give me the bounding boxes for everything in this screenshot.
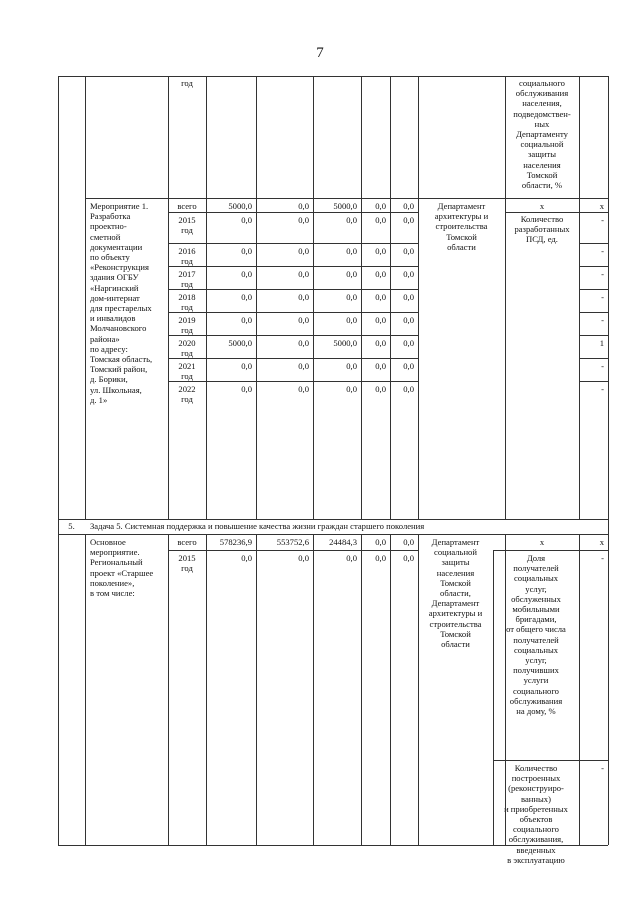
task-title: Задача 5. Системная поддержка и повышение качества жизни граждан старшего поколения [90,521,425,531]
column-line [168,76,169,519]
target-value: - [601,361,604,371]
period-label: год [181,225,193,236]
indicator-text-line: обслуживания [515,88,569,99]
value-cell-ob: 0,0 [346,292,357,302]
value-cell-total: 0,0 [241,292,252,302]
activity-name-line: Томская область, [90,354,153,364]
activity-name-line: по объекту [90,252,130,262]
executor-line: строительства [429,618,482,629]
activity-name-line: сметной [90,231,121,242]
indicator-line [493,760,608,761]
table-left-border [58,76,59,845]
executor-line: защиты [441,557,470,568]
activity-name-line: «Реконструкция [90,262,149,273]
row-line [168,289,418,290]
column-line [505,534,506,845]
indicator-2-line: Количество [514,763,558,773]
activity-name-line: «Наргинский [90,282,139,293]
indicator-header-line [505,212,579,213]
period-label: 2017 [178,269,196,279]
indicator-1-value: - [601,553,604,563]
value-cell-total: 0,0 [241,361,252,371]
period-label: 2020 [178,338,196,348]
activity-name-line: по адресу: [90,343,128,354]
row-line [168,358,418,359]
target-value: - [601,215,604,225]
indicator-2-line: социального [513,824,559,835]
row-line [579,243,608,244]
target-value: x [599,201,604,211]
activity-name-line: проект «Старшее [90,567,154,578]
indicator-1-line: Доля [526,553,546,563]
column-line [206,76,207,519]
executor-line: населения [436,567,475,578]
value-cell-total: 0,0 [241,215,252,225]
row-line [168,266,418,267]
period-label: год [181,371,193,382]
indicator-2-line: и приобретенных [504,803,568,814]
value-cell-mb: 0,0 [375,553,386,563]
activity-name-line: мероприятие. [90,547,140,558]
value-cell-vb: 0,0 [403,292,414,302]
column-line [361,76,362,519]
executor-line: Томской [440,628,471,639]
activity-name-line: дом-интернат [90,292,140,303]
value-cell-ob: 0,0 [346,215,357,225]
value-cell-ob: 0,0 [346,246,357,256]
indicator-text-line: Томской [526,169,558,180]
period-label: 2016 [178,246,196,256]
indicator-1-line: социального [513,685,559,696]
executor-line: Департамент [431,598,480,609]
executor-line: социальной [434,547,477,558]
value-cell-ob: 24484,3 [329,537,357,547]
period-label: 2019 [178,315,196,325]
value-cell-mb: 0,0 [375,361,386,371]
value-cell-fb: 553752,6 [276,537,309,547]
indicator-1-line: бригадами, [515,614,557,625]
value-cell-total: 0,0 [241,384,252,394]
column-line [579,534,580,845]
indicator-1-line: от общего числа [506,624,566,635]
column-line [505,76,506,519]
indicator-1-line: на дому, % [516,706,556,716]
value-cell-vb: 0,0 [403,246,414,256]
indicator-2-line: ванных) [521,793,551,804]
value-cell-fb: 0,0 [298,338,309,348]
period-label: 2022 [178,384,196,394]
value-cell-mb: 0,0 [375,269,386,279]
row-line [168,550,418,551]
column-line [256,76,257,519]
indicator-text-line: населения, [522,98,562,109]
indicator-1-line: обслуживания [509,695,563,706]
period-label: всего [177,537,197,547]
value-cell-total: 578236,9 [219,537,252,547]
period-label: год [181,394,193,405]
value-cell-mb: 0,0 [375,384,386,394]
row-line [579,212,608,213]
indicator-1-line: получивших [513,665,559,676]
period-label: 2021 [178,361,196,371]
activity-name-line: в том числе: [90,588,135,598]
indicator-1-line: социальных [513,644,559,655]
row-line [168,243,418,244]
indicator-1-line: социальных [513,573,559,584]
value-cell-total: 5000,0 [228,338,252,348]
task-row-divider [58,534,608,535]
activity-name-line: Региональный [90,557,143,568]
indicator-value: x [539,537,545,547]
value-cell-vb: 0,0 [403,361,414,371]
activity-name-line: документации [90,241,143,252]
table-right-border [608,76,609,845]
executor-line: Департамент [437,201,486,211]
activity-name-line: Разработка [90,211,131,222]
period-label: год [181,325,193,336]
executor-line: архитектуры и [428,608,483,619]
indicator-name-line: Количество [520,214,564,224]
value-cell-total: 5000,0 [228,201,252,211]
activity-name-line: и инвалидов [90,313,136,324]
row-line [579,266,608,267]
value-cell-ob: 0,0 [346,361,357,371]
indicator-text-line: населения [523,159,561,170]
value-cell-vb: 0,0 [403,537,414,547]
column-line [313,76,314,519]
period-label: 2015 [178,553,196,563]
value-cell-total: 0,0 [241,553,252,563]
indicator-2-line: в эксплуатацию [507,854,565,865]
value-cell-fb: 0,0 [298,553,309,563]
target-value: - [601,246,604,256]
indicator-2-value: - [601,763,604,773]
task-number: 5. [68,521,75,531]
value-cell-ob: 0,0 [346,315,357,325]
value-cell-vb: 0,0 [403,215,414,225]
activity-name-line: д. Борики, [90,374,128,385]
value-cell-fb: 0,0 [298,361,309,371]
activity-name-line: Мероприятие 1. [90,201,149,211]
period-label: всего [177,201,197,211]
value-cell-total: 0,0 [241,269,252,279]
executor-line: архитектуры и [434,211,489,222]
value-cell-mb: 0,0 [375,315,386,325]
executor-line: области, [440,588,471,598]
column-line [256,534,257,845]
indicator-2-line: обслуживания, [508,834,564,845]
period-label: год [181,348,193,359]
period-label: год [181,563,193,574]
indicator-2-line: объектов [519,814,553,824]
value-cell-vb: 0,0 [403,338,414,348]
row-line [168,212,418,213]
value-cell-ob: 5000,0 [333,338,357,348]
activity-name-line: д. 1» [90,394,108,405]
col-line-number-2 [85,534,86,845]
indicator-text-line: области, % [521,180,563,190]
value-cell-vb: 0,0 [403,269,414,279]
value-cell-ob: 0,0 [346,553,357,563]
activity-name-line: района» [90,333,120,344]
value-cell-total: 0,0 [241,315,252,325]
indicator-1-line: получателей [513,563,559,574]
value-cell-ob: 5000,0 [333,201,357,211]
indicator-1-line: обслуженных [511,593,561,604]
value-cell-fb: 0,0 [298,246,309,256]
period-label: год [181,279,193,290]
target-value: - [601,384,604,394]
column-line [206,534,207,845]
row-line [579,289,608,290]
indicator-1-line: услуг, [525,583,547,594]
row-line [168,312,418,313]
table-top-border [58,76,608,77]
col-line-number [85,76,86,519]
executor-line: области [447,241,476,252]
indicator-split-line [493,550,494,845]
value-cell-vb: 0,0 [403,201,414,211]
executor-line: области [441,639,470,649]
activity-name-line: поколение», [90,577,135,588]
column-line [313,534,314,845]
activity-name-line: для престарелых [90,303,152,313]
value-cell-fb: 0,0 [298,384,309,394]
value-cell-fb: 0,0 [298,201,309,211]
activity-name-line: Томский район, [90,364,148,375]
period-label: 2018 [178,292,196,302]
row-line [579,381,608,382]
indicator-name-line: разработанных [514,224,570,235]
column-line [168,534,169,845]
value-cell-total: 0,0 [241,246,252,256]
row-line [579,358,608,359]
value-cell-vb: 0,0 [403,384,414,394]
value-cell-mb: 0,0 [375,338,386,348]
indicator-1-line: мобильными [512,604,560,614]
activity-name-line: проектно- [90,221,127,232]
section-divider [58,519,608,520]
indicator-name-line: ПСД, ед. [526,234,558,245]
indicator-2-line: введенных [516,844,556,855]
page-number: 7 [316,45,324,61]
indicator-1-line: услуги [523,675,549,686]
executor-line: Томской [446,231,477,242]
column-line [361,534,362,845]
target-value: - [601,315,604,325]
value-cell-vb: 0,0 [403,315,414,325]
value-cell-fb: 0,0 [298,292,309,302]
value-cell-mb: 0,0 [375,201,386,211]
indicator-text-line: социального [519,78,565,88]
row-line [168,381,418,382]
activity-name-line: Молчановского [90,323,147,334]
activity-name-line: Основное [90,537,126,547]
indicator-text-line: Департаменту [516,129,568,139]
continued-year-label: год [181,78,193,88]
value-cell-fb: 0,0 [298,315,309,325]
executor-line: Департамент [431,537,480,547]
activity-name-line: здания ОГБУ [90,272,139,283]
period-label: год [181,256,193,267]
executor-line: Томской [440,577,471,588]
column-line [418,76,419,519]
value-cell-mb: 0,0 [375,246,386,256]
indicator-text-line: защиты [528,149,556,160]
column-line [390,534,391,845]
column-line [579,76,580,519]
target-value: x [599,537,604,547]
indicator-1-line: услуг, [525,655,547,665]
row-line [579,335,608,336]
activity-name-line: ул. Школьная, [90,384,142,395]
value-cell-fb: 0,0 [298,269,309,279]
value-cell-ob: 0,0 [346,269,357,279]
value-cell-ob: 0,0 [346,384,357,394]
row-line [168,335,418,336]
value-cell-fb: 0,0 [298,215,309,225]
indicator-line [493,550,608,551]
activity-1-top-line [85,198,608,199]
target-value: 1 [599,338,604,348]
value-cell-mb: 0,0 [375,292,386,302]
indicator-text-line: ных [534,118,550,129]
column-line [390,76,391,519]
indicator-2-line: (реконструиро- [508,783,564,794]
target-value: - [601,269,604,279]
executor-line: строительства [435,221,488,232]
indicator-text-line: социальной [520,139,564,150]
indicator-2-line: построенных [511,773,561,784]
row-line [579,312,608,313]
value-cell-vb: 0,0 [403,553,414,563]
indicator-text-line: подведомствен- [513,108,571,119]
target-value: - [601,292,604,302]
value-cell-mb: 0,0 [375,215,386,225]
period-label: 2015 [178,215,196,225]
column-line [418,534,419,845]
indicator-1-line: получателей [513,634,559,645]
period-label: год [181,302,193,313]
value-cell-mb: 0,0 [375,537,386,547]
indicator-value: x [539,201,545,211]
